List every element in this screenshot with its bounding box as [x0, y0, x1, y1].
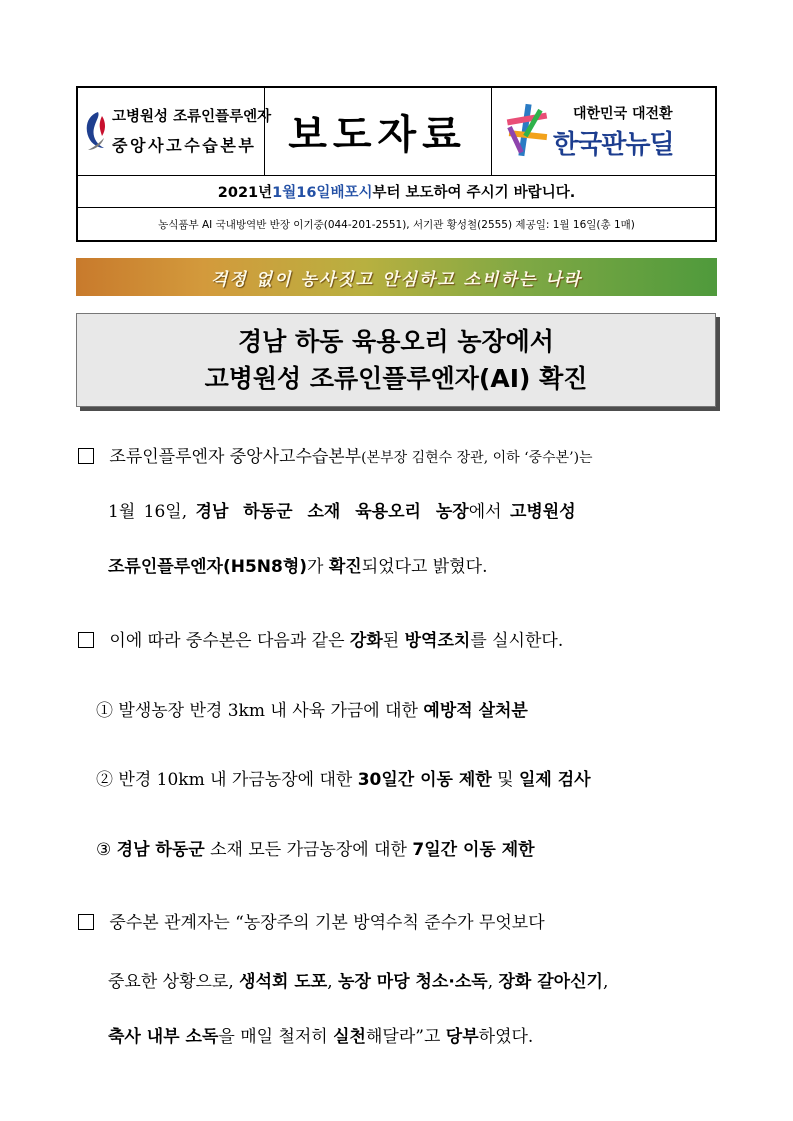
headline-box	[76, 313, 716, 407]
p2-a: 이에 따라 중수본은 다음과 같은	[109, 631, 350, 651]
p3-g: 장화 갈아신기	[498, 972, 603, 992]
header-top-row	[78, 88, 715, 176]
p2-d: 방역조치	[404, 631, 471, 651]
measure-item-3	[96, 835, 535, 860]
taegeuk-emblem-icon	[84, 110, 108, 152]
p3-e: 농장 마당 청소·소독	[338, 972, 488, 992]
p3-c: 생석회 도포	[239, 972, 328, 992]
paragraph-3-line-3	[108, 1022, 533, 1047]
slogan-banner	[76, 258, 717, 296]
banner-text: 걱정 없이 농사짓고 안심하고 소비하는 나라	[210, 269, 583, 290]
contact-text: 농식품부 AI 국내방역반 반장 이기중(044-201-2551), 서기관 황성철(2555) 제공일: 1월 16일(총 1매)	[158, 218, 635, 231]
p3-m: 당부	[445, 1027, 479, 1047]
p3-n: 하였다.	[478, 1027, 534, 1047]
paragraph-2	[78, 626, 563, 651]
p3-d: ,	[327, 972, 339, 992]
p1-b: (본부장 김현수 장관, 이하 ‘중수본’)는	[361, 450, 593, 466]
p3-i: 축사 내부 소독	[108, 1027, 219, 1047]
release-time: 시	[358, 184, 373, 201]
p1-h: 가	[307, 557, 329, 577]
paragraph-1-line-2	[108, 497, 576, 522]
p1-a: 조류인플루엔자 중앙사고수습본부	[109, 447, 362, 467]
release-tail: 부터 보도하여 주시기 바랍니다.	[372, 184, 576, 201]
item-2-d: 일제 검사	[518, 770, 591, 790]
item-2-number: ②	[96, 770, 113, 790]
p2-c: 된	[382, 631, 405, 651]
p1-f: 고병원성	[509, 502, 576, 522]
item-3-c: 소재 모든 가금농장에 대한	[204, 840, 413, 860]
p1-d: 경남 하동군 소재 육용오리 농장	[195, 502, 469, 522]
brand-name: 한국판뉴딜	[553, 130, 674, 160]
item-1-b: 예방적 살처분	[423, 701, 528, 721]
release-dist: 배포	[330, 184, 359, 201]
item-2-c: 및	[491, 770, 519, 790]
header-table	[76, 86, 717, 242]
p1-i: 확진	[328, 557, 362, 577]
item-1-a: 발생농장 반경 3km 내 사육 가금에 대한	[113, 701, 424, 721]
item-3-d: 7일간 이동 제한	[412, 840, 535, 860]
contact-row	[78, 208, 715, 240]
checkbox-bullet-icon	[78, 448, 94, 464]
p2-e: 를 실시한다.	[470, 631, 564, 651]
p3-a: 중수본 관계자는 “농장주의 기본 방역수칙 준수가 무엇보다	[109, 913, 545, 933]
item-3-b: 경남 하동군	[116, 840, 205, 860]
p2-b: 강화	[349, 631, 383, 651]
p1-j: 되었다고 밝혔다.	[361, 557, 488, 577]
p3-l: 해달라”고	[365, 1027, 446, 1047]
p3-f: ,	[487, 972, 499, 992]
org-name-line1: 고병원성 조류인플루엔자	[112, 109, 272, 125]
p3-k: 실천	[333, 1027, 366, 1047]
item-2-b: 30일간 이동 제한	[357, 770, 492, 790]
measure-item-1	[96, 696, 528, 721]
release-month: 1월	[272, 184, 297, 201]
paragraph-3-line-2	[108, 967, 608, 992]
item-2-a: 반경 10km 내 가금농장에 대한	[113, 770, 358, 790]
paragraph-1-line-3	[108, 552, 487, 577]
paragraph-3-line-1	[78, 908, 545, 933]
p1-g: 조류인플루엔자(H5N8형)	[108, 557, 308, 577]
p3-b: 중요한 상황으로,	[108, 972, 240, 992]
doc-title-cell	[264, 88, 492, 175]
paragraph-1-line-1	[78, 442, 593, 467]
headline-line1: 경남 하동 육용오리 농장에서	[238, 327, 554, 356]
p3-h: ,	[602, 972, 609, 992]
org-cell	[78, 88, 272, 175]
release-row	[78, 175, 715, 208]
headline-line2: 고병원성 조류인플루엔자(AI) 확진	[204, 364, 588, 393]
release-day: 16일	[296, 184, 331, 201]
checkbox-bullet-icon	[78, 632, 94, 648]
p1-c: 1월 16일,	[108, 502, 196, 522]
brand-cell	[491, 88, 715, 175]
p1-e: 에서	[468, 502, 510, 522]
p3-j: 을 매일 철저히	[218, 1027, 334, 1047]
release-year: 2021년	[217, 184, 273, 201]
item-1-number: ①	[96, 701, 113, 721]
brand-slogan: 대한민국 대전환	[573, 106, 673, 122]
doc-title: 보도자료	[288, 112, 467, 158]
new-deal-logo-icon	[505, 102, 549, 160]
org-name-line2: 중앙사고수습본부	[112, 136, 257, 155]
item-3-number: ③	[96, 840, 112, 860]
measure-item-2	[96, 765, 591, 790]
checkbox-bullet-icon	[78, 914, 94, 930]
